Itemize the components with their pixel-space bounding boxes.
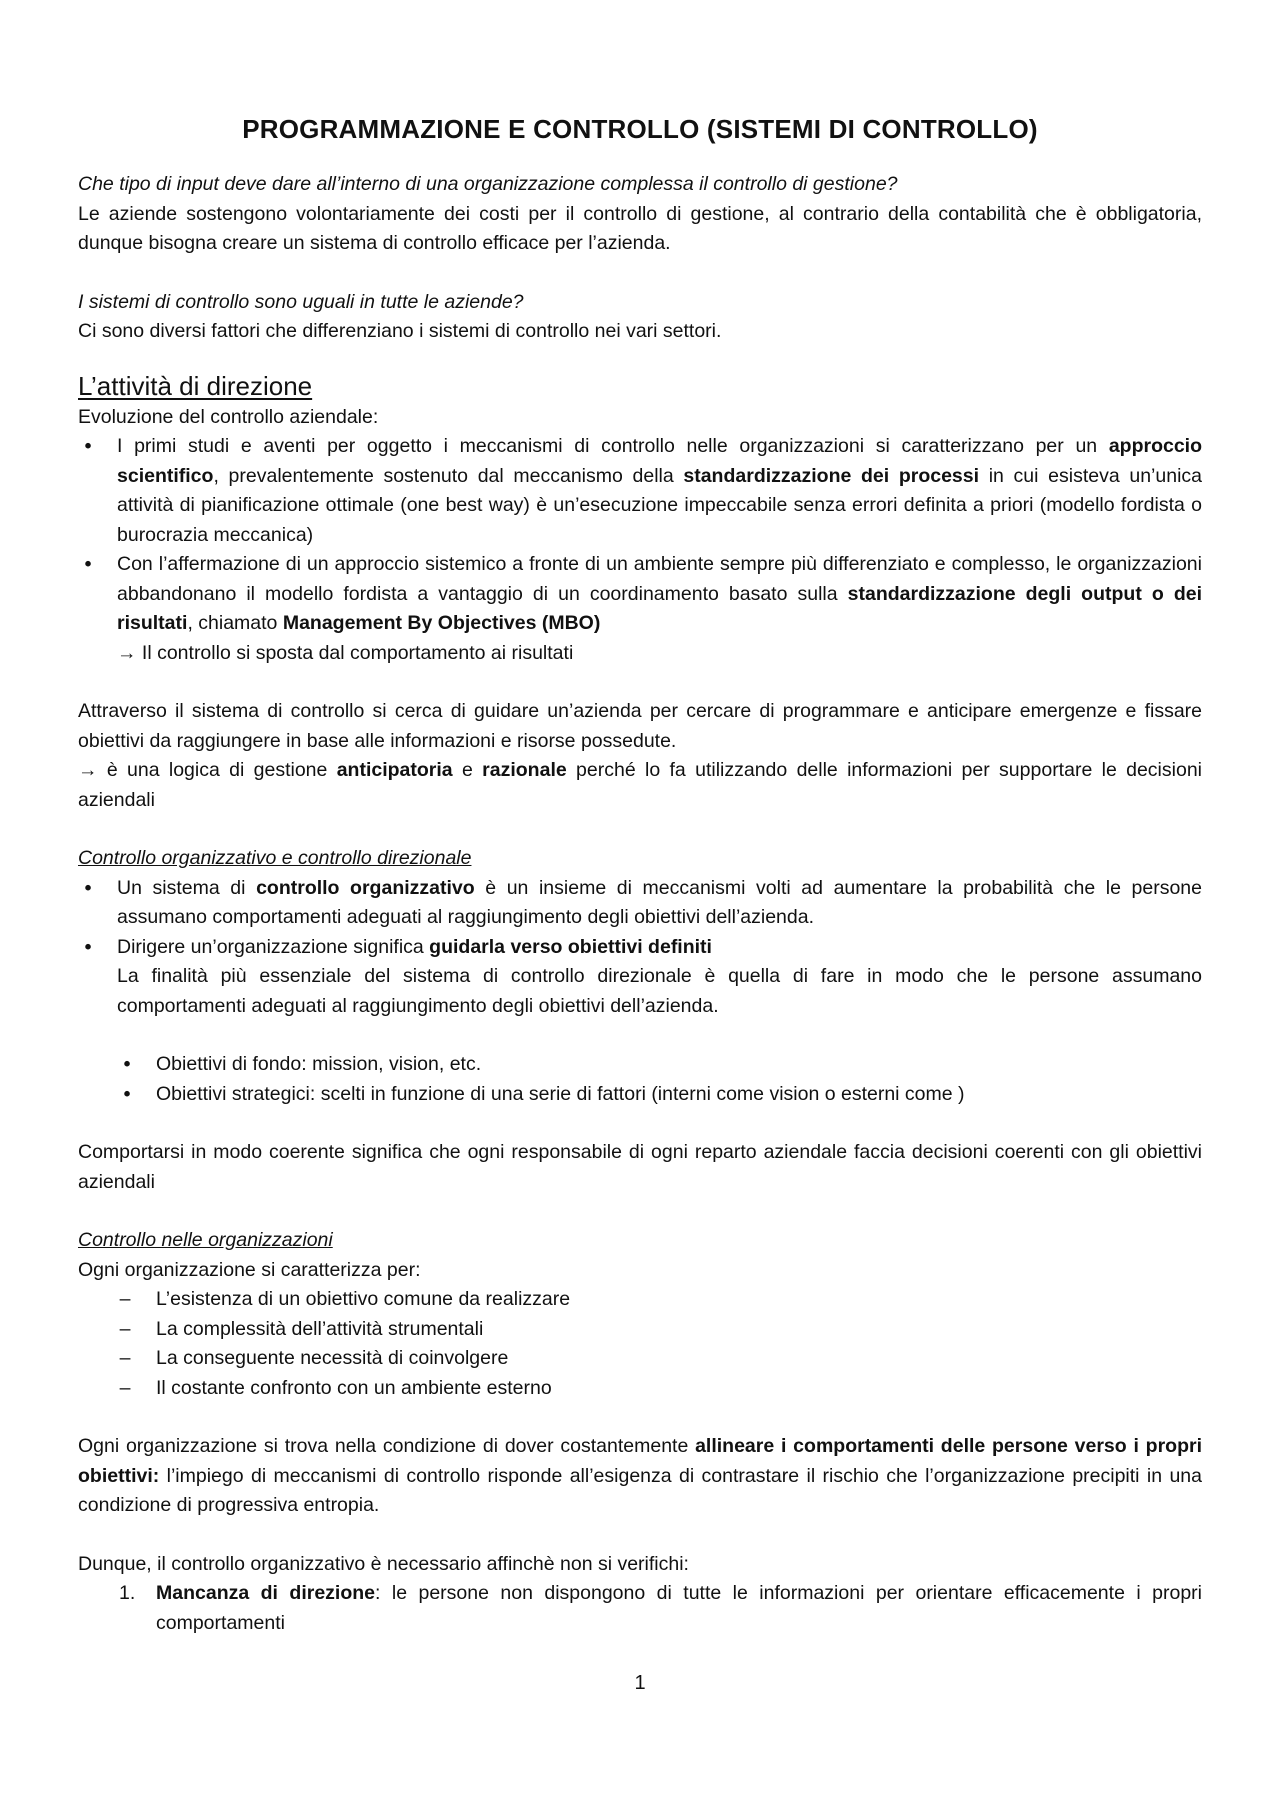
bullet-marker: •	[84, 553, 92, 575]
dash-item: – La complessità dell’attività strumentali	[78, 1315, 1202, 1345]
dash-item: – Il costante confronto con un ambiente esterno	[78, 1374, 1202, 1404]
intro-question-2: I sistemi di controllo sono uguali in tutte le aziende?	[78, 290, 524, 313]
bullet-item: • Dirigere un’organizzazione significa guidarla verso obiettivi definiti La finalità più essenziale del sistema di controllo direzionale è quella di fare in modo che le persone assumano comportamenti adeguati al raggiungimento degli obiettivi dell’azienda.	[78, 933, 1202, 1022]
dash-marker: –	[119, 1288, 131, 1310]
section1-paragraph-2: → è una logica di gestione anticipatoria e razionale perché lo fa utilizzando delle informazioni per supportare le decisioni aziendali	[78, 759, 1202, 811]
section3-paragraph-2: Dunque, il controllo organizzativo è necessario affinchè non si verifichi:	[78, 1552, 689, 1575]
bullet-item: • Un sistema di controllo organizzativo è un insieme di meccanismi volti ad aumentare la probabilità che le persone assumano comportamenti adeguati al raggiungimento degli obiettivi dell’azienda.	[78, 874, 1202, 933]
intro-answer-1: Le aziende sostengono volontariamente dei costi per il controllo di gestione, al contrario della contabilità che è obbligatoria, dunque bisogna creare un sistema di controllo efficace per l’azienda.	[78, 202, 1202, 254]
page-number: 1	[634, 1672, 646, 1694]
dash-marker: –	[119, 1347, 131, 1369]
section-heading-controllo-organizzazioni: Controllo nelle organizzazioni	[78, 1229, 333, 1251]
bullet-marker: •	[84, 435, 92, 457]
numbered-item: 1. Mancanza di direzione: le persone non dispongono di tutte le informazioni per orientare efficacemente i propri comportamenti	[78, 1579, 1202, 1638]
bullet-item: • Con l’affermazione di un approccio sistemico a fronte di un ambiente sempre più differenziato e complesso, le organizzazioni abbandonano il modello fordista a vantaggio di un coordinamento basato sulla standardizzazione degli output o dei risultati, chiamato Management By Objectives (MBO) → Il controllo si sposta dal comportamento ai risultati	[78, 550, 1202, 668]
section-heading-direzione: L’attività di direzione	[78, 370, 313, 401]
dash-marker: –	[119, 1317, 131, 1340]
dash-item: – La conseguente necessità di coinvolgere	[78, 1344, 1202, 1374]
section1-lead: Evoluzione del controllo aziendale:	[78, 405, 379, 428]
bullet-marker: •	[84, 935, 92, 958]
section3-paragraph-1: Ogni organizzazione si trova nella condizione di dover costantemente allineare i comportamenti delle persone verso i propri obiettivi: l’impiego di meccanismi di controllo risponde all’esigenza di contrastare il rischio che l’organizzazione precipiti in una condizione di progressiva entropia.	[78, 1435, 1202, 1516]
document-title: PROGRAMMAZIONE E CONTROLLO (SISTEMI DI CONTROLLO)	[242, 114, 1038, 144]
bullet-marker: •	[84, 876, 92, 899]
intro-question-1: Che tipo di input deve dare all’interno di una organizzazione complessa il controllo di gestione?	[78, 173, 898, 195]
section3-lead: Ogni organizzazione si caratterizza per:	[78, 1258, 421, 1281]
sub-bullet-item: • Obiettivi di fondo: mission, vision, etc.	[78, 1050, 1202, 1080]
intro-answer-2: Ci sono diversi fattori che differenziano i sistemi di controllo nei vari settori.	[78, 320, 722, 342]
section-heading-controllo-direzionale: Controllo organizzativo e controllo direzionale	[78, 847, 472, 869]
arrow-note: → Il controllo si sposta dal comportamento ai risultati	[117, 641, 574, 664]
section1-paragraph-1: Attraverso il sistema di controllo si cerca di guidare un’azienda per cercare di programmare e anticipare emergenze e fissare obiettivi da raggiungere in base alle informazioni e risorse possedute.	[78, 700, 1202, 752]
bullet-item: • I primi studi e aventi per oggetto i meccanismi di controllo nelle organizzazioni si caratterizzano per un approccio scientifico, prevalentemente sostenuto dal meccanismo della standardizzazione dei processi in cui esisteva un’unica attività di pianificazione ottimale (one best way) è un’esecuzione impeccabile senza errori definita a priori (modello fordista o burocrazia meccanica)	[78, 432, 1202, 550]
bullet-marker: •	[123, 1053, 131, 1075]
sub-bullet-item: • Obiettivi strategici: scelti in funzione di una serie di fattori (interni come vision o esterni come )	[78, 1080, 1202, 1110]
section2-paragraph: Comportarsi in modo coerente significa che ogni responsabile di ogni reparto aziendale faccia decisioni coerenti con gli obiettivi aziendali	[78, 1141, 1202, 1193]
bullet-marker: •	[123, 1082, 131, 1105]
dash-item: – L’esistenza di un obiettivo comune da realizzare	[78, 1285, 1202, 1315]
item-number: 1.	[119, 1582, 136, 1604]
dash-marker: –	[119, 1376, 131, 1399]
page-content	[78, 112, 1202, 1638]
